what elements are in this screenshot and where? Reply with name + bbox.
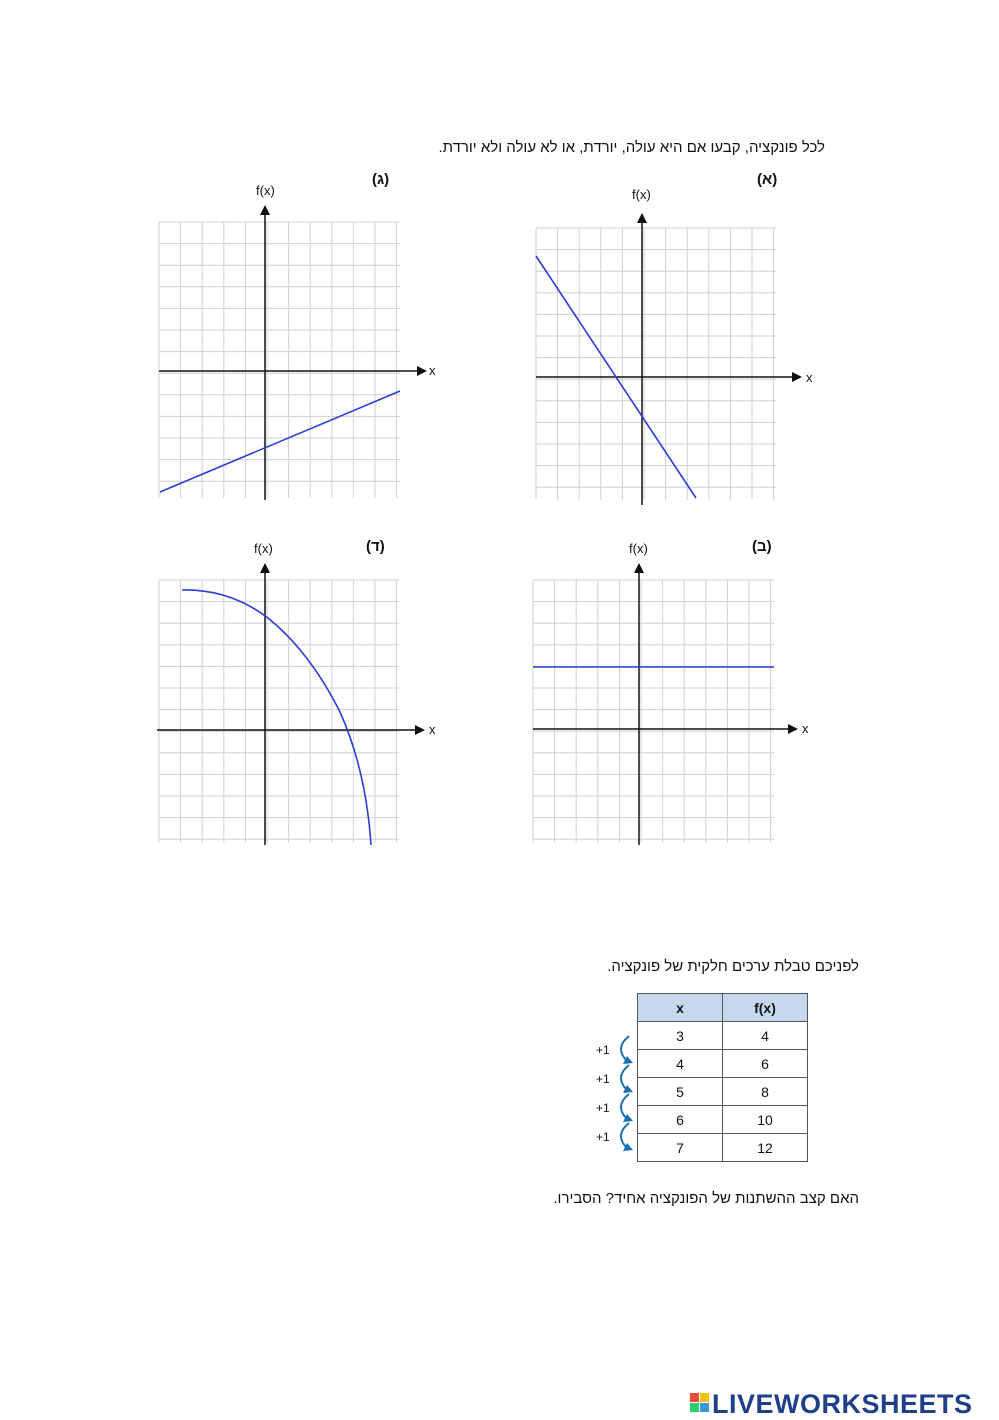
graph-c-x-label: x — [429, 363, 436, 378]
curved-arrow-icon — [621, 1094, 629, 1119]
table-cell-fx: 4 — [723, 1022, 808, 1050]
graph-c-grid — [159, 222, 400, 498]
increment-label: +1 — [596, 1130, 610, 1144]
graph-a-grid — [536, 228, 776, 500]
instruction-text: לכל פונקציה, קבעו אם היא עולה, יורדת, או לא עולה ולא יורדת. — [438, 139, 825, 156]
table-cell-x: 5 — [638, 1078, 723, 1106]
graph-b-y-arrow — [634, 563, 644, 573]
graph-d-label: (ד) — [366, 538, 385, 555]
graph-b-label: (ב) — [752, 538, 772, 555]
table-cell-fx: 10 — [723, 1106, 808, 1134]
table-cell-x: 4 — [638, 1050, 723, 1078]
table-row — [638, 1134, 808, 1162]
brand-wordmark: LIVEWORKSHEETS — [712, 1389, 973, 1419]
graph-c-y-label: f(x) — [256, 183, 275, 198]
graph-a-y-label: f(x) — [632, 187, 651, 202]
graph-a-x-label: x — [806, 370, 813, 385]
increment-label: +1 — [596, 1043, 610, 1057]
table-header-row — [638, 994, 808, 1022]
graph-d-function-curve — [182, 590, 371, 845]
curved-arrow-icon — [621, 1123, 629, 1148]
graph-d-grid — [159, 580, 399, 843]
curved-arrow-icon — [621, 1036, 629, 1061]
graph-b-x-arrow — [788, 724, 798, 734]
graph-c-label: (ג) — [372, 171, 390, 188]
values-table — [637, 993, 808, 1162]
graph-d-x-arrow — [415, 725, 425, 735]
graph-a-y-arrow — [637, 213, 647, 223]
graph-a-function-line — [536, 256, 696, 498]
table-header-x: x — [638, 994, 723, 1022]
table-intro-text: לפניכם טבלת ערכים חלקית של פונקציה. — [607, 958, 859, 975]
table-cell-x: 6 — [638, 1106, 723, 1134]
increment-label: +1 — [596, 1072, 610, 1086]
table-cell-fx: 12 — [723, 1134, 808, 1162]
arrowhead-icon — [623, 1056, 633, 1064]
graph-d-y-label: f(x) — [254, 541, 273, 556]
table-header-fx: f(x) — [723, 994, 808, 1022]
graph-a-label: (א) — [757, 171, 778, 188]
table-row — [638, 1022, 808, 1050]
table-row — [638, 1078, 808, 1106]
graph-c-x-arrow — [417, 366, 427, 376]
table-cell-fx: 8 — [723, 1078, 808, 1106]
graph-d-x-label: x — [429, 722, 436, 737]
graph-a-x-arrow — [792, 372, 802, 382]
graph-c-function-line — [160, 391, 400, 492]
table-cell-x: 7 — [638, 1134, 723, 1162]
arrowhead-icon — [623, 1143, 633, 1151]
graph-b-x-label: x — [802, 721, 809, 736]
graph-d-y-arrow — [260, 563, 270, 573]
graph-c-y-arrow — [260, 205, 270, 215]
table-row — [638, 1050, 808, 1078]
increment-label: +1 — [596, 1101, 610, 1115]
graph-b-y-label: f(x) — [629, 541, 648, 556]
table-cell-x: 3 — [638, 1022, 723, 1050]
question-text: האם קצב ההשתנות של הפונקציה אחיד? הסבירו. — [553, 1190, 859, 1207]
graph-b-grid — [533, 580, 774, 843]
arrowhead-icon — [623, 1085, 633, 1093]
arrowhead-icon — [623, 1114, 633, 1122]
table-cell-fx: 6 — [723, 1050, 808, 1078]
curved-arrow-icon — [621, 1065, 629, 1090]
table-row — [638, 1106, 808, 1134]
